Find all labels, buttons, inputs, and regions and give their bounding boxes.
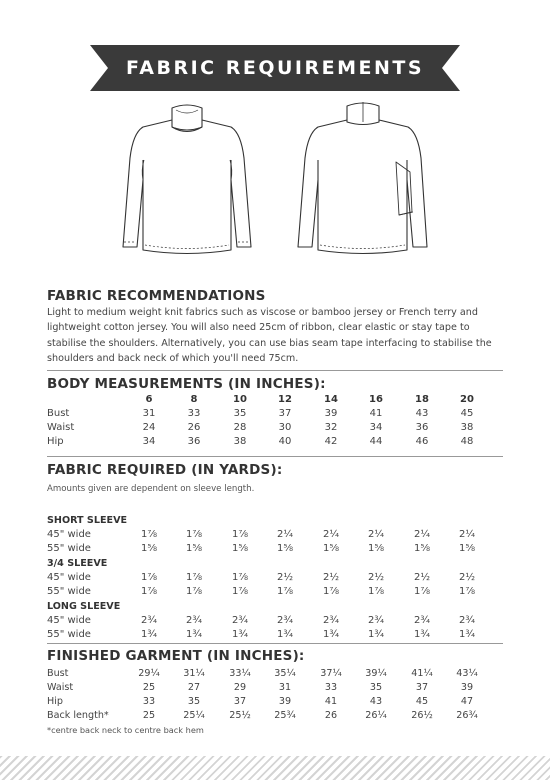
table-cell: 1⅝ [413,543,431,554]
table-cell: 1⅞ [185,529,203,540]
table-cell: 2½ [413,572,431,583]
table-cell: 45 [460,408,474,419]
table-cell: 26½ [411,710,433,721]
garment-front-illustration [112,100,262,265]
table-cell: 48 [460,436,474,447]
group-heading-three-quarter-sleeve: 3/4 SLEEVE [47,558,108,569]
row-label: Hip [47,436,64,447]
table-cell: 25½ [229,710,251,721]
table-row [47,436,503,450]
table-cell: 25¼ [183,710,205,721]
table-cell: 1¾ [231,629,249,640]
row-label: 55" wide [47,543,91,554]
table-cell: 37 [233,696,247,707]
table-cell: 1⅝ [140,543,158,554]
divider [47,370,503,371]
row-label: Bust [47,408,70,419]
table-cell: 37¼ [320,668,342,679]
row-label: 45" wide [47,529,91,540]
table-cell: 2¼ [367,529,385,540]
table-cell: 1¾ [140,629,158,640]
size-header: 12 [278,394,292,405]
table-cell: 39¼ [365,668,387,679]
page-title: FABRIC REQUIREMENTS [125,57,425,79]
table-cell: 26¾ [456,710,478,721]
table-cell: 39 [278,696,292,707]
recommendations-text: Light to medium weight knit fabrics such as viscose or bamboo jersey or French terry and lightweight cotton jersey. You will also need 25cm of ribbon, clear elastic or stay tape to stabilise the shoulders. Alternatively, you can use bias seam tape interfacing to stabilise the shoulders and back neck of which you'll need 75cm. [47,307,492,364]
table-cell: 33 [142,696,156,707]
table-row [47,572,503,586]
footnote: *centre back neck to centre back hem [47,725,204,735]
table-cell: 2¼ [413,529,431,540]
table-row [47,682,503,696]
table-cell: 38 [460,422,474,433]
table-cell: 43 [369,696,383,707]
size-header: 20 [460,394,474,405]
table-row [47,543,503,557]
size-header: 18 [415,394,429,405]
table-cell: 32 [324,422,338,433]
row-label: Back length* [47,710,109,721]
table-cell: 28 [233,422,247,433]
table-cell: 1⅞ [322,586,340,597]
table-cell: 34 [142,436,156,447]
table-cell: 1⅞ [185,572,203,583]
table-cell: 1⅞ [231,529,249,540]
table-cell: 31 [142,408,156,419]
table-cell: 37 [415,682,429,693]
table-cell: 26 [187,422,201,433]
table-cell: 1¾ [185,629,203,640]
table-cell: 33 [324,682,338,693]
table-cell: 2½ [322,572,340,583]
table-cell: 33 [187,408,201,419]
row-label: Waist [47,682,74,693]
table-cell: 2¼ [322,529,340,540]
size-header: 6 [145,394,153,405]
table-cell: 2¼ [458,529,476,540]
table-cell: 29 [233,682,247,693]
table-cell: 44 [369,436,383,447]
table-cell: 1⅝ [367,543,385,554]
section-title-body-measurements: BODY MEASUREMENTS (IN INCHES): [47,376,326,392]
table-cell: 29¼ [138,668,160,679]
table-cell: 1⅞ [140,529,158,540]
title-banner [90,45,460,91]
table-cell: 26¼ [365,710,387,721]
table-cell: 33¼ [229,668,251,679]
table-cell: 1⅝ [231,543,249,554]
table-cell: 1⅞ [231,586,249,597]
size-header: 16 [369,394,383,405]
table-cell: 1⅞ [140,572,158,583]
row-label: 45" wide [47,572,91,583]
table-cell: 25¾ [274,710,296,721]
section-title-fabric-required: FABRIC REQUIRED (IN YARDS): [47,462,283,478]
table-cell: 35 [233,408,247,419]
row-label: 45" wide [47,615,91,626]
table-row [47,529,503,543]
table-row [47,615,503,629]
table-cell: 35 [369,682,383,693]
table-cell: 1⅞ [413,586,431,597]
size-header: 14 [324,394,338,405]
group-heading-long-sleeve: LONG SLEEVE [47,601,121,612]
table-row [47,629,503,643]
size-header: 10 [233,394,247,405]
table-cell: 2½ [276,572,294,583]
table-cell: 30 [278,422,292,433]
table-cell: 38 [233,436,247,447]
table-cell: 31¼ [183,668,205,679]
table-cell: 2¾ [185,615,203,626]
section-title-recommendations: FABRIC RECOMMENDATIONS [47,288,266,304]
table-cell: 36 [187,436,201,447]
table-cell: 1⅝ [322,543,340,554]
table-cell: 41 [369,408,383,419]
fabric-required-note: Amounts given are dependent on sleeve length. [47,484,255,494]
table-cell: 2½ [367,572,385,583]
table-cell: 2¾ [458,615,476,626]
table-cell: 1⅞ [185,586,203,597]
table-cell: 36 [415,422,429,433]
divider [47,456,503,457]
table-row [47,422,503,436]
table-cell: 2¾ [413,615,431,626]
table-cell: 1⅝ [276,543,294,554]
table-cell: 41 [324,696,338,707]
garment-back-illustration [289,100,439,265]
table-cell: 35¼ [274,668,296,679]
table-cell: 1¾ [413,629,431,640]
table-cell: 1⅞ [276,586,294,597]
table-cell: 35 [187,696,201,707]
row-label: 55" wide [47,586,91,597]
row-label: 55" wide [47,629,91,640]
table-cell: 1¾ [367,629,385,640]
row-label: Hip [47,696,63,707]
table-row [47,696,503,710]
size-header: 8 [190,394,198,405]
table-cell: 34 [369,422,383,433]
table-cell: 24 [142,422,156,433]
row-label: Bust [47,668,69,679]
table-cell: 1⅞ [231,572,249,583]
table-cell: 1⅞ [367,586,385,597]
table-cell: 41¼ [411,668,433,679]
size-header-row [47,394,503,408]
group-heading-short-sleeve: SHORT SLEEVE [47,515,128,526]
table-cell: 47 [460,696,474,707]
table-cell: 1¾ [458,629,476,640]
table-cell: 2¾ [322,615,340,626]
table-cell: 2¾ [140,615,158,626]
table-cell: 43 [415,408,429,419]
table-cell: 40 [278,436,292,447]
divider [47,643,503,644]
table-cell: 2¾ [276,615,294,626]
table-cell: 1¾ [322,629,340,640]
table-cell: 39 [324,408,338,419]
table-cell: 1⅞ [458,586,476,597]
table-row [47,668,503,682]
table-cell: 2½ [458,572,476,583]
table-cell: 1⅞ [140,586,158,597]
table-cell: 1¾ [276,629,294,640]
table-row [47,586,503,600]
section-title-finished-garment: FINISHED GARMENT (IN INCHES): [47,648,305,664]
table-row [47,408,503,422]
decorative-stripe-border [0,756,550,780]
table-cell: 25 [142,682,156,693]
table-cell: 25 [142,710,156,721]
table-cell: 43¼ [456,668,478,679]
table-cell: 39 [460,682,474,693]
table-cell: 2¾ [231,615,249,626]
table-row [47,710,503,724]
table-cell: 46 [415,436,429,447]
table-cell: 31 [278,682,292,693]
table-cell: 45 [415,696,429,707]
table-cell: 1⅝ [185,543,203,554]
table-cell: 2¼ [276,529,294,540]
table-cell: 2¾ [367,615,385,626]
table-cell: 26 [324,710,338,721]
table-cell: 42 [324,436,338,447]
table-cell: 1⅝ [458,543,476,554]
row-label: Waist [47,422,75,433]
table-cell: 27 [187,682,201,693]
table-cell: 37 [278,408,292,419]
